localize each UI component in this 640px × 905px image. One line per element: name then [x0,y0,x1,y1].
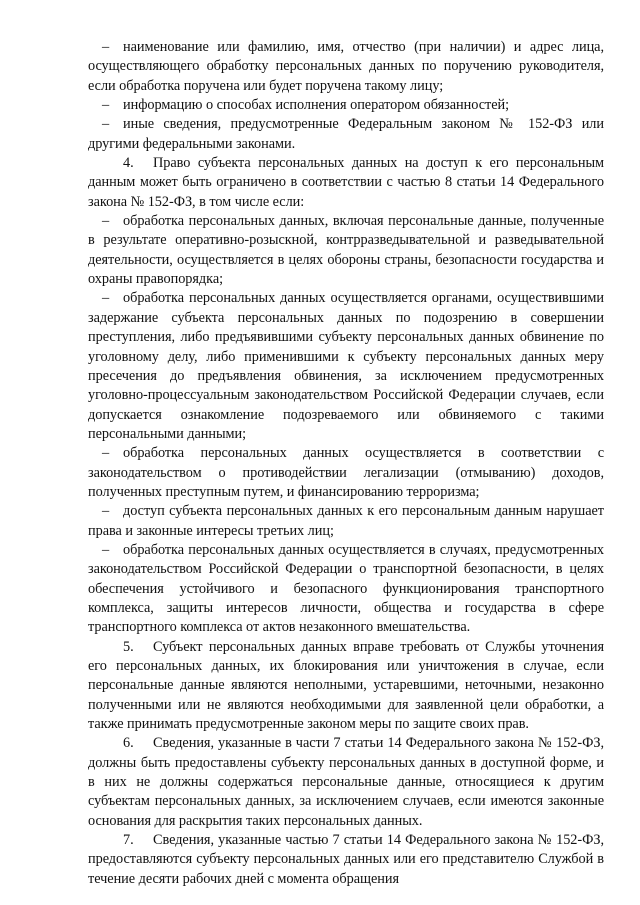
numbered-paragraph [88,831,604,889]
paragraph-text: обработка персональных данных осуществляется в соответствии с законодательством о противодействии легализации (отмыванию) доходов, полученных преступным путем, и финансированию терроризма; [88,445,604,500]
paragraph-text: информацию о способах исполнения оператором обязанностей; [123,97,510,114]
list-dash: – [101,541,110,558]
list-dash: – [101,97,110,114]
list-item [88,444,604,502]
list-dash: – [101,503,110,520]
paragraph-text: Право субъекта персональных данных на доступ к его персональным данным может быть ограничено в соответствии с частью 8 статьи 14 Федерального закона № 152-ФЗ, в том числе если: [88,155,604,210]
paragraph-text: Субъект персональных данных вправе требовать от Службы уточнения его персональных данных, их блокирования или уничтожения в случае, если персональные данные являются неполными, устаревшими, неточными, незаконно полученными или не являются необходимыми для заявленной цели обработки, а также принимать предусмотренные законом меры по защите своих прав. [88,638,604,733]
paragraph-text: доступ субъекта персональных данных к его персональным данным нарушает права и законные интересы третьих лиц; [88,503,604,539]
paragraph-number: 4. [123,155,134,172]
paragraph-number: 7. [123,832,134,849]
paragraph-text: обработка персональных данных осуществляется органами, осуществившими задержание субъекта персональных данных по подозрению в совершении преступления, либо предъявившими субъекту персональных данных обвинение по уголовному делу, либо применившими к субъекту персональных данных меру пресечения до предъявления обвинения, за исключением предусмотренных уголовно-процессуальным законодательством Российской Федерации случаев, если допускается ознакомление подозреваемого или обвиняемого с такими персональными данными; [88,290,604,442]
numbered-paragraph [88,638,604,735]
paragraph-number: 5. [123,638,134,655]
list-item [88,212,604,289]
paragraph-text: Сведения, указанные частью 7 статьи 14 Федерального закона № 152-ФЗ, предоставляются субъекту персональных данных или его представителю Службой в течение десяти рабочих дней с момента обращения [88,832,604,887]
list-dash: – [101,290,110,307]
list-dash: – [101,213,110,230]
paragraph-text: наименование или фамилию, имя, отчество (при наличии) и адрес лица, осуществляющего обработку персональных данных по поручению руководителя, если обработка поручена или будет поручена такому лицу; [88,39,604,94]
list-item [88,541,604,638]
paragraph-text: обработка персональных данных, включая персональные данные, полученные в результате оперативно-розыскной, контрразведывательной и разведывательной деятельности, осуществляется в целях обороны страны, безопасности государства и охраны правопорядка; [88,213,604,288]
list-item [88,502,604,541]
paragraph-text: обработка персональных данных осуществляется в случаях, предусмотренных законодательством Российской Федерации о транспортной безопасности, в целях обеспечения устойчивого и безопасного функционирования транспортного комплекса, защиты интересов личности, общества и государства в сфере транспортного комплекса от актов незаконного вмешательства. [88,541,604,636]
list-item [88,96,604,115]
list-dash: – [101,116,110,133]
list-item [88,115,604,154]
paragraph-number: 6. [123,735,134,752]
list-dash: – [101,39,110,55]
paragraph-text: Сведения, указанные в части 7 статьи 14 Федерального закона № 152-ФЗ, должны быть предоставлены субъекту персональных данных в доступной форме, и в них не должны содержаться персональные данные, относящиеся к другим субъектам персональных данных, за исключением случаев, если имеются законные основания для раскрытия таких персональных данных. [88,735,604,829]
list-dash: – [101,445,110,462]
list-item [88,38,604,96]
paragraph-text: иные сведения, предусмотренные Федеральным законом № 152-ФЗ или другими федеральными законами. [88,116,604,152]
numbered-paragraph [88,734,604,831]
numbered-paragraph [88,154,604,212]
document-page [88,38,604,889]
list-item [88,289,604,444]
